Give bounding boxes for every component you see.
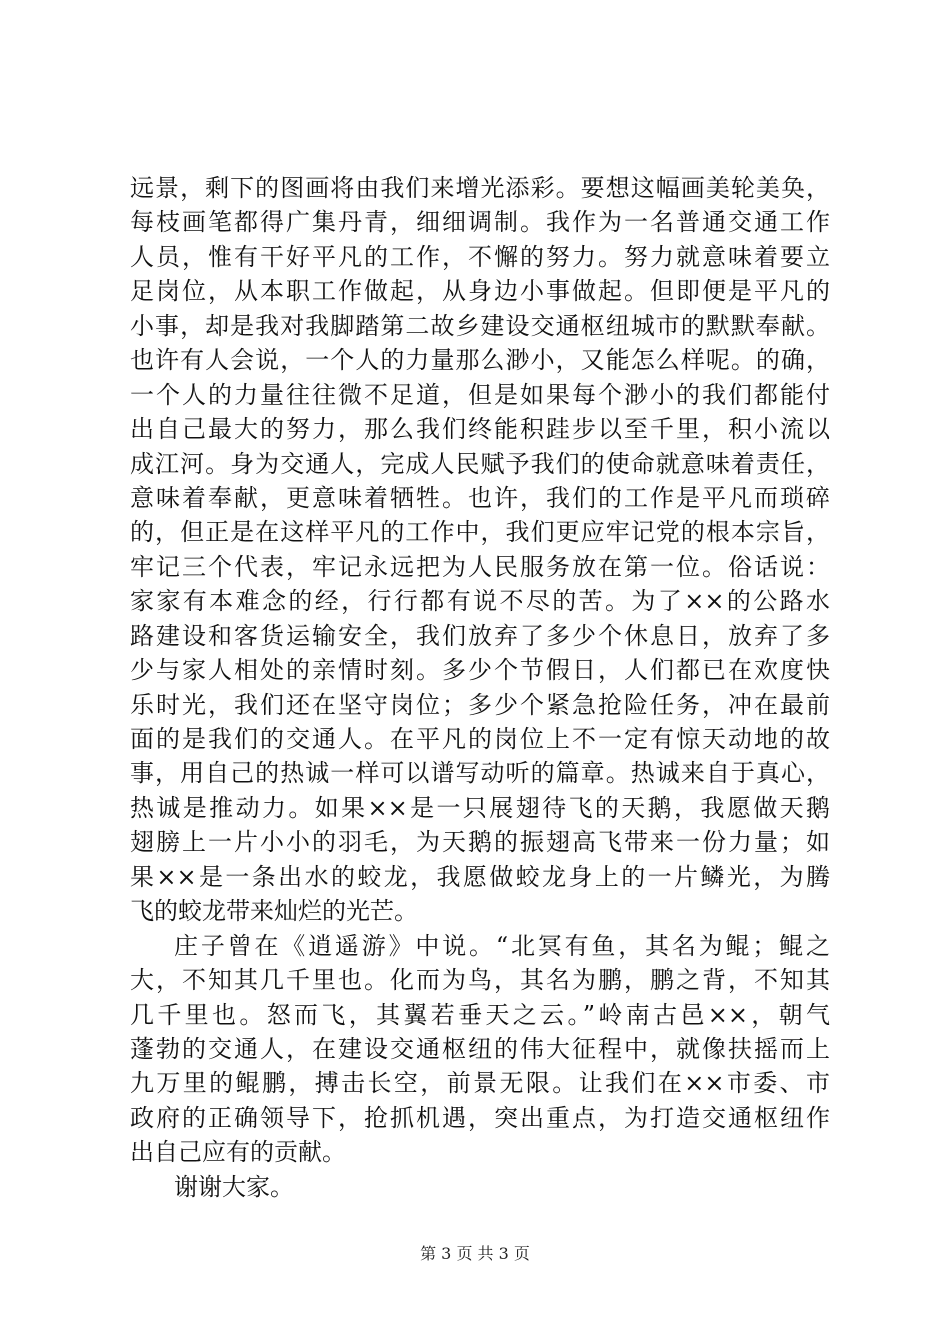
page-number: 第 3 页 共 3 页	[420, 1244, 530, 1263]
page-footer	[0, 1244, 950, 1264]
text-line: 少与家人相处的亲情时刻。多少个节假日，人们都已在欢度快	[130, 656, 830, 685]
text-line: 蓬勃的交通人，在建设交通枢纽的伟大征程中，就像扶摇而上	[130, 1034, 830, 1063]
text-line: 成江河。身为交通人，完成人民赋予我们的使命就意味着责任，	[130, 449, 830, 478]
text-line: 几千里也。怒而飞，其翼若垂天之云。”岭南古邑××，朝气	[130, 1000, 830, 1029]
text-line: 家家有本难念的经，行行都有说不尽的苦。为了××的公路水	[130, 587, 830, 616]
text-line: 牢记三个代表，牢记永远把为人民服务放在第一位。俗话说：	[130, 552, 830, 581]
text-line: 意味着奉献，更意味着牺牲。也许，我们的工作是平凡而琐碎	[130, 483, 830, 512]
text-line: 翅膀上一片小小的羽毛，为天鹅的振翅高飞带来一份力量；如	[130, 828, 830, 857]
document-body	[130, 171, 830, 1204]
text-line: 大，不知其几千里也。化而为鸟，其名为鹏，鹏之背，不知其	[130, 966, 830, 995]
text-line: 出自己应有的贡献。	[130, 1138, 346, 1167]
text-line: 一个人的力量往往微不足道，但是如果每个渺小的我们都能付	[130, 380, 830, 409]
text-line: 每枝画笔都得广集丹青，细细调制。我作为一名普通交通工作	[130, 208, 830, 237]
text-line: 也许有人会说，一个人的力量那么渺小，又能怎么样呢。的确，	[130, 346, 830, 375]
paragraph-1	[130, 171, 830, 929]
text-line: 人员，惟有干好平凡的工作，不懈的努力。努力就意味着要立	[130, 242, 830, 271]
text-line: 出自己最大的努力，那么我们终能积跬步以至千里，积小流以	[130, 415, 830, 444]
text-line: 庄子曾在《逍遥游》中说。“北冥有鱼，其名为鲲；鲲之	[174, 931, 830, 960]
text-line: 面的是我们的交通人。在平凡的岗位上不一定有惊天动地的故	[130, 725, 830, 753]
text-line: 九万里的鲲鹏，搏击长空，前景无限。让我们在××市委、市	[130, 1069, 830, 1098]
text-line: 远景，剩下的图画将由我们来增光添彩。要想这幅画美轮美奂，	[130, 174, 830, 202]
paragraph-3	[130, 1170, 830, 1204]
text-line: 果××是一条出水的蛟龙，我愿做蛟龙身上的一片鳞光，为腾	[130, 862, 830, 891]
text-line: 谢谢大家。	[174, 1172, 294, 1201]
paragraph-2	[130, 929, 830, 1170]
text-line: 政府的正确领导下，抢抓机遇，突出重点，为打造交通枢纽作	[130, 1103, 830, 1132]
text-line: 足岗位，从本职工作做起，从身边小事做起。但即便是平凡的	[130, 277, 830, 306]
text-line: 路建设和客货运输安全，我们放弃了多少个休息日，放弃了多	[130, 621, 830, 650]
text-line: 乐时光，我们还在坚守岗位；多少个紧急抢险任务，冲在最前	[130, 690, 830, 719]
text-line: 热诚是推动力。如果××是一只展翅待飞的天鹅，我愿做天鹅	[130, 793, 830, 822]
text-line: 的，但正是在这样平凡的工作中，我们更应牢记党的根本宗旨，	[130, 518, 830, 547]
text-line: 飞的蛟龙带来灿烂的光芒。	[130, 897, 418, 926]
text-line: 事，用自己的热诚一样可以谱写动听的篇章。热诚来自于真心，	[130, 759, 830, 788]
text-line: 小事，却是我对我脚踏第二故乡建设交通枢纽城市的默默奉献。	[130, 311, 830, 340]
